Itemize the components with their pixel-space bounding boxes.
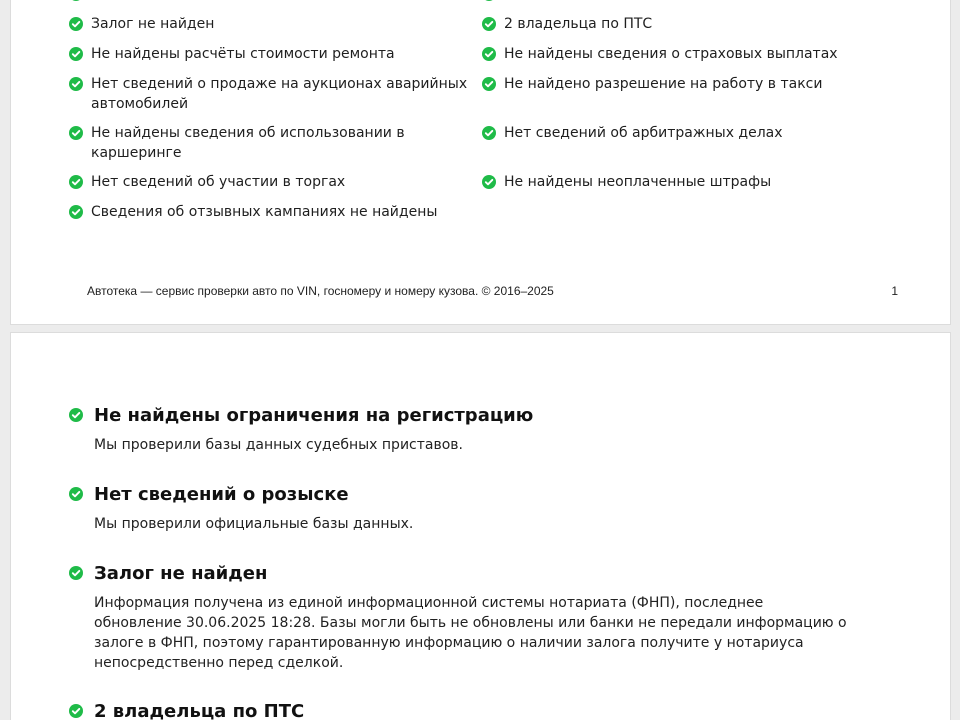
section-title: Нет сведений о розыске [94, 484, 349, 505]
section-title: Залог не найден [94, 563, 268, 584]
list-item-auctions [69, 75, 469, 114]
check-icon [69, 126, 83, 140]
list-item-fines [482, 173, 862, 193]
report-page-2 [10, 332, 951, 720]
list-item-label: Не найдены расчёты стоимости ремонта [91, 46, 395, 62]
check-icon [69, 487, 83, 501]
list-item-carsharing [69, 124, 409, 163]
check-icon [69, 704, 83, 718]
list-item-tenders [69, 173, 469, 193]
check-icon [69, 205, 83, 219]
check-icon [69, 408, 83, 422]
page-number: 1 [891, 284, 898, 298]
list-item-label: Нет сведений об арбитражных делах [504, 125, 783, 141]
list-item-label: Залог не найден [91, 16, 215, 32]
check-icon [482, 126, 496, 140]
list-item-label: Нет сведений о продаже на аукционах аварийных автомобилей [91, 76, 468, 112]
check-icon [482, 47, 496, 61]
check-icon [69, 77, 83, 91]
section-description: Информация получена из единой информационной системы нотариата (ФНП), последнее обновление 30.06.2025 18:28. Базы могли быть не обновлены или банки не передали информацию о залоге в ФНП, поэтому гарантированную информацию о наличии залога получите у нотариуса непосредственно перед сделкой. [94, 595, 847, 671]
list-item-insurance [482, 45, 862, 65]
check-icon [482, 17, 496, 31]
section-title: Не найдены ограничения на регистрацию [94, 405, 534, 426]
check-icon [482, 77, 496, 91]
page-footer-text: Автотека — сервис проверки авто по VIN, госномеру и номеру кузова. © 2016–2025 [87, 284, 554, 298]
section-description: Мы проверили официальные базы данных. [94, 516, 414, 532]
section-description: Мы проверили базы данных судебных приставов. [94, 437, 463, 453]
check-icon [69, 17, 83, 31]
list-item-recalls [69, 203, 469, 223]
check-icon [69, 566, 83, 580]
list-item-label: Не найдены сведения о страховых выплатах [504, 46, 838, 62]
list-item-label: 2 владельца по ПТС [504, 16, 653, 32]
list-item-label: Нет сведений об участии в торгах [91, 174, 346, 190]
section-wanted [69, 482, 869, 534]
list-item-label: Не найдено разрешение на работу в такси [504, 76, 823, 92]
section-pledge [69, 561, 869, 673]
list-item-label: Сведения об отзывных кампаниях не найдены [91, 204, 438, 220]
check-icon [482, 0, 496, 1]
check-icon [482, 175, 496, 189]
check-icon [69, 47, 83, 61]
report-page-1 [10, 0, 951, 325]
list-item-owners [482, 15, 862, 35]
section-registration-restrictions [69, 403, 869, 455]
list-item-label: Не найдены неоплаченные штрафы [504, 174, 772, 190]
check-icon [69, 0, 83, 1]
check-icon [69, 175, 83, 189]
list-item-arbitration [482, 124, 862, 144]
list-item-label: Не найдены сведения об использовании в каршеринге [91, 125, 405, 161]
section-owners [69, 699, 869, 720]
section-title: 2 владельца по ПТС [94, 701, 305, 720]
list-item-pledge [69, 15, 469, 35]
list-item-repair-cost [69, 45, 469, 65]
list-item-taxi [482, 75, 862, 95]
